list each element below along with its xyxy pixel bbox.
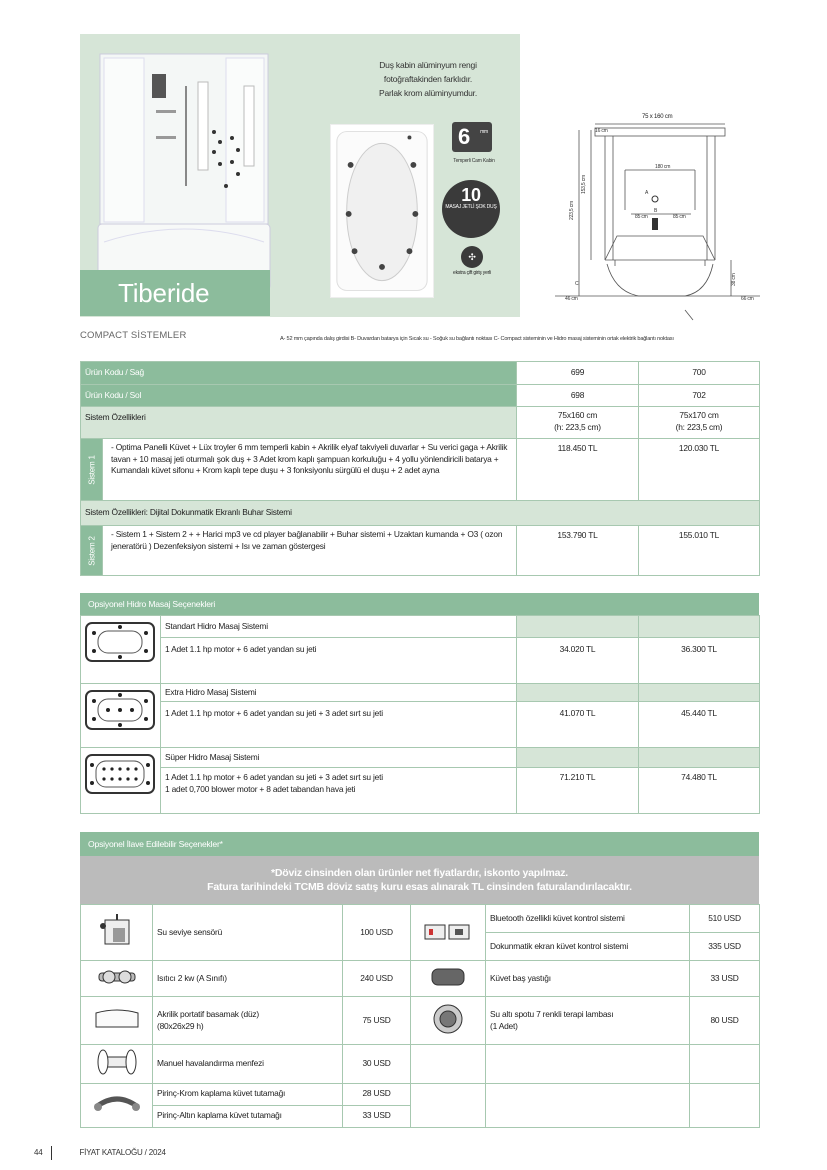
addon-name: Dokunmatik ekran küvet kontrol sistemi: [486, 933, 690, 961]
hydro-desc: 1 Adet 1.1 hp motor + 6 adet yandan su jeti + 3 adet sırt su jeti: [161, 702, 517, 748]
addon-name: Isıtıcı 2 kw (A Sınıfı): [153, 961, 343, 997]
addon-icon-cell: [81, 997, 153, 1045]
code-value: 700: [639, 362, 760, 385]
table-row: [81, 501, 760, 526]
row-label: Ürün Kodu / Sol: [81, 385, 517, 407]
control-panel-icon: [423, 921, 473, 941]
hydro-name: Süper Hidro Masaj Sistemi: [161, 748, 517, 768]
addon-icon-cell: [81, 1045, 153, 1084]
tempered-glass-badge: 6 mm: [452, 122, 492, 152]
addon-price: 33 USD: [690, 961, 760, 997]
drawing-label: 85 cm: [635, 214, 648, 220]
size-cell: 75x170 cm (h: 223,5 cm): [639, 407, 760, 439]
price-cell: 36.300 TL: [639, 638, 760, 684]
table-row: [81, 407, 760, 439]
addon-row: [81, 997, 760, 1045]
heater-icon: [95, 965, 139, 989]
table-row: [81, 385, 760, 407]
massage-jet-badge: 10 MASAJ JETLİ ŞOK DUŞ: [442, 180, 500, 238]
addon-name: Manuel havalandırma menfezi: [153, 1045, 343, 1084]
compact-systems-label: COMPACT SİSTEMLER: [80, 330, 187, 341]
addon-row: [81, 905, 760, 933]
drawing-label: B: [654, 208, 658, 214]
features-label: Sistem Özellikleri: [81, 407, 517, 439]
addon-row: [81, 1083, 760, 1105]
drawing-label: 85 cm: [673, 214, 686, 220]
super-tub-icon: [84, 751, 156, 797]
addon-icon-cell: [411, 905, 486, 961]
addon-price: 510 USD: [690, 905, 760, 933]
drawing-label: C: [575, 281, 579, 287]
code-value: 702: [639, 385, 760, 407]
grab-handle-icon: [92, 1093, 142, 1113]
hydro-desc: 1 Adet 1.1 hp motor + 6 adet yandan su jeti: [161, 638, 517, 684]
standard-tub-icon: [84, 619, 156, 665]
technical-drawing: [555, 110, 760, 330]
price-cell: 118.450 TL: [517, 439, 639, 501]
price-cell: 155.010 TL: [639, 526, 760, 576]
addon-row: [81, 961, 760, 997]
bathtub-image: [330, 124, 434, 298]
addon-icon-cell: [81, 961, 153, 997]
shower-cabin-image: [94, 46, 272, 296]
price-cell: 120.030 TL: [639, 439, 760, 501]
drawing-legend: A- 52 mm çapında dalış girdisi B- Duvardan batarya için Sıcak su - Soğuk su bağlantı noktası C- Compact sisteminin ve Hidro masaj sisteminin ortak elektrik bağlantı noktası: [280, 336, 674, 342]
hydro-row: [81, 748, 760, 768]
drawing-label: 180 cm: [655, 164, 671, 170]
addon-price: 240 USD: [343, 961, 411, 997]
drawing-label: 16 cm: [595, 128, 608, 134]
addon-price: 335 USD: [690, 933, 760, 961]
main-price-table: [80, 361, 760, 576]
page-footer: [34, 1146, 166, 1160]
drawing-label: A: [645, 190, 649, 196]
price-cell: 153.790 TL: [517, 526, 639, 576]
product-title: Tiberide: [80, 270, 270, 316]
sistem2-label: Sistem 2: [81, 526, 103, 576]
drawing-label: 223,5 cm: [569, 201, 575, 220]
air-vent-icon: [95, 1047, 139, 1077]
tempered-glass-caption: Temperli Cam Kabin: [453, 158, 495, 164]
hydro-name: Extra Hidro Masaj Sistemi: [161, 684, 517, 702]
step-icon: [92, 1005, 142, 1033]
addons-table: [80, 904, 760, 1128]
addon-icon-cell: [81, 1083, 153, 1127]
digital-system-label: Sistem Özellikleri: Dijital Dokunmatik Ekranlı Buhar Sistemi: [81, 501, 760, 526]
price-cell: 34.020 TL: [517, 638, 639, 684]
underwater-light-icon: [431, 1002, 465, 1036]
addon-name: Pirinç-Altın kaplama küvet tutamağı: [153, 1105, 343, 1127]
hydro-thumb-cell: [81, 748, 161, 814]
price-cell: 74.480 TL: [639, 768, 760, 814]
code-value: 698: [517, 385, 639, 407]
hydro-thumb-cell: [81, 616, 161, 684]
addon-name: Su altı spotu 7 renkli terapi lambası (1 Adet): [486, 997, 690, 1045]
hydro-row: [81, 684, 760, 702]
hydro-row: [81, 638, 760, 684]
addon-name: Küvet baş yastığı: [486, 961, 690, 997]
size-cell: 75x160 cm (h: 223,5 cm): [517, 407, 639, 439]
code-value: 699: [517, 362, 639, 385]
addon-icon-cell: [411, 961, 486, 997]
drawing-label: 38 cm: [731, 273, 737, 286]
price-cell: 41.070 TL: [517, 702, 639, 748]
addon-price: 28 USD: [343, 1083, 411, 1105]
addons-section-header: Opsiyonel İlave Edilebilir Seçenekler*: [80, 832, 759, 856]
hydro-thumb-cell: [81, 684, 161, 748]
hydro-section-header: Opsiyonel Hidro Masaj Seçenekleri: [80, 593, 759, 615]
row-label: Ürün Kodu / Sağ: [81, 362, 517, 385]
drawing-label: 153,5 cm: [581, 175, 587, 194]
sistem1-label: Sistem 1: [81, 439, 103, 501]
extra-tub-icon: [84, 687, 156, 733]
page-number: 44: [34, 1148, 43, 1158]
hydro-row: [81, 768, 760, 814]
addon-price: 30 USD: [343, 1045, 411, 1084]
table-row: [81, 526, 760, 576]
arrows-icon: ✣: [461, 246, 483, 268]
hydro-table: [80, 615, 760, 814]
addon-price: 100 USD: [343, 905, 411, 961]
sistem2-description: - Sistem 1 + Sistem 2 + + Harici mp3 ve cd player bağlanabilir + Buhar sistemi + Uzaktan kumanda + O3 ( ozon jeneratörü ) Dezenfeksiyon sistemi + Isı ve zaman göstergesi: [103, 526, 517, 576]
drawing-top-dimension: 75 x 160 cm: [642, 114, 673, 120]
table-row: [81, 439, 760, 501]
catalog-name: FİYAT KATALOĞU / 2024: [79, 1148, 166, 1158]
hydro-name: Standart Hidro Masaj Sistemi: [161, 616, 517, 638]
addon-price: 75 USD: [343, 997, 411, 1045]
addon-price: 80 USD: [690, 997, 760, 1045]
addon-price: 33 USD: [343, 1105, 411, 1127]
addon-name: Bluetooth özellikli küvet kontrol sistemi: [486, 905, 690, 933]
price-cell: 71.210 TL: [517, 768, 639, 814]
addon-name: Akrilik portatif basamak (düz) (80x26x29 h): [153, 997, 343, 1045]
price-cell: 45.440 TL: [639, 702, 760, 748]
level-sensor-icon: [97, 914, 137, 948]
headrest-icon: [428, 965, 468, 989]
addon-icon-cell: [411, 997, 486, 1045]
addon-row: [81, 1045, 760, 1084]
hydro-row: [81, 702, 760, 748]
currency-note: *Döviz cinsinden olan ürünler net fiyatlardır, iskonto yapılmaz. Fatura tarihindeki TCMB döviz satış kuru esas alınarak TL cinsinden faturalandırılacaktır.: [80, 856, 759, 904]
drawing-label: 46 cm: [565, 296, 578, 302]
addon-name: Pirinç-Krom kaplama küvet tutamağı: [153, 1083, 343, 1105]
arrows-caption: ekstra çift giriş yerli: [453, 270, 491, 276]
drawing-label: 66 cm: [741, 296, 754, 302]
addon-name: Su seviye sensörü: [153, 905, 343, 961]
hero-note: Duş kabin alüminyum rengi fotoğraftakinden farklıdır. Parlak krom alüminyumdur.: [379, 60, 477, 98]
addon-icon-cell: [81, 905, 153, 961]
hydro-desc: 1 Adet 1.1 hp motor + 6 adet yandan su jeti + 3 adet sırt su jeti 1 adet 0,700 blower motor + 8 adet tabandan hava jeti: [161, 768, 517, 814]
technical-drawing-lines: [555, 110, 760, 330]
sistem1-description: - Optima Panelli Küvet + Lüx troyler 6 mm temperli kabin + Akrilik elyaf takviyeli duvarlar + Su verici gaga + Akrilik tavan + 10 masaj jeti oturmalı şok duş + 3 Adet krom kaplı şampuan korkuluğu + 4 yollu yönlendiricili batarya + Kumandalı küvet sifonu + Krom kaplı tepe duşu + 3 fonksiyonlu sürgülü el duşu + 2 adet ayna: [103, 439, 517, 501]
hydro-row: [81, 616, 760, 638]
table-row: [81, 362, 760, 385]
